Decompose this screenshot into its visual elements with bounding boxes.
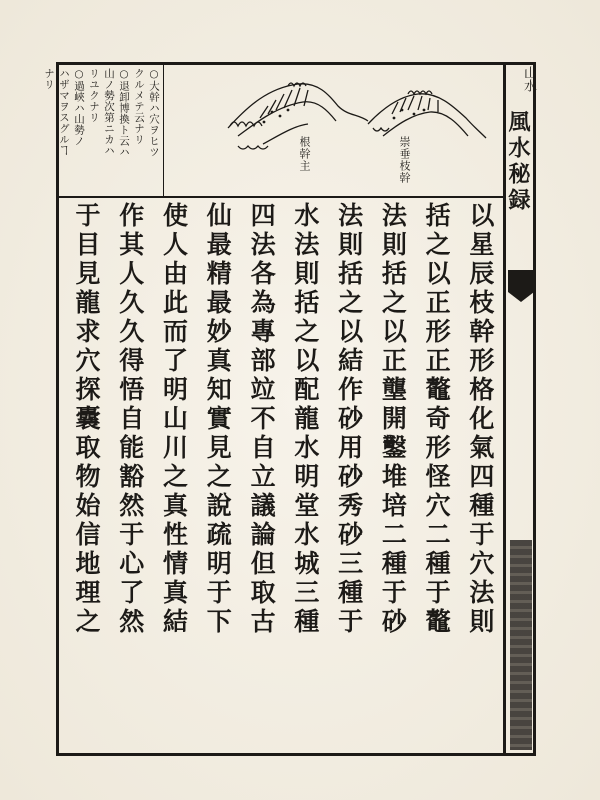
side-subtitle: 山水 — [521, 66, 536, 92]
note-line: ○過峽ハ山勢ノ — [73, 68, 85, 147]
text-column: 于目見龍求穴探囊取物始信地理之 — [72, 202, 101, 637]
illustration-label-right: 崇垂枝幹 — [398, 136, 411, 184]
illustration-label-left: 根幹主 — [298, 136, 311, 172]
text-column: 四法各為專部竝不自立議論但取古 — [247, 202, 277, 637]
text-column: 水法則括之以配龍水明堂水城三種 — [290, 202, 320, 637]
notes-divider — [163, 65, 164, 196]
note-line: クルメテ云ナリ — [133, 68, 145, 145]
note-line: ○大幹ハ穴ヲヒツ — [148, 68, 160, 158]
note-line: リユクナリ — [88, 68, 100, 123]
note-line: ○退卸博換ト云ハ — [118, 68, 130, 158]
text-column: 括之以正形正鼇奇形怪穴二種于鼇 — [422, 202, 452, 637]
header-divider — [59, 196, 503, 198]
text-column: 法則括之以結作砂用砂秀砂三種于 — [334, 202, 364, 637]
text-column: 使人由此而了明山川之真性情真結 — [159, 202, 189, 637]
note-line: ナリ — [43, 68, 55, 90]
side-decoration — [510, 540, 532, 750]
fish-tail-mark — [508, 270, 534, 292]
side-title: 風水秘録 — [505, 110, 531, 214]
note-line: 山ノ勢次第ニカハ — [103, 68, 115, 156]
text-column: 仙最精最妙真知實見之說疏明于下 — [203, 202, 233, 637]
text-column: 法則括之以正壟開鑿堆培二種于砂 — [378, 202, 408, 637]
mountain-illustration — [168, 66, 502, 194]
text-column: 以星辰枝幹形格化氣四種于穴法則 — [465, 202, 495, 637]
mountain-drawing — [168, 66, 502, 194]
note-line: ハザマヲスグルヿ — [58, 68, 70, 156]
text-column: 作其人久久得悟自能豁然于心了然 — [115, 202, 145, 637]
main-text — [66, 202, 500, 750]
annotation-notes — [43, 68, 160, 193]
